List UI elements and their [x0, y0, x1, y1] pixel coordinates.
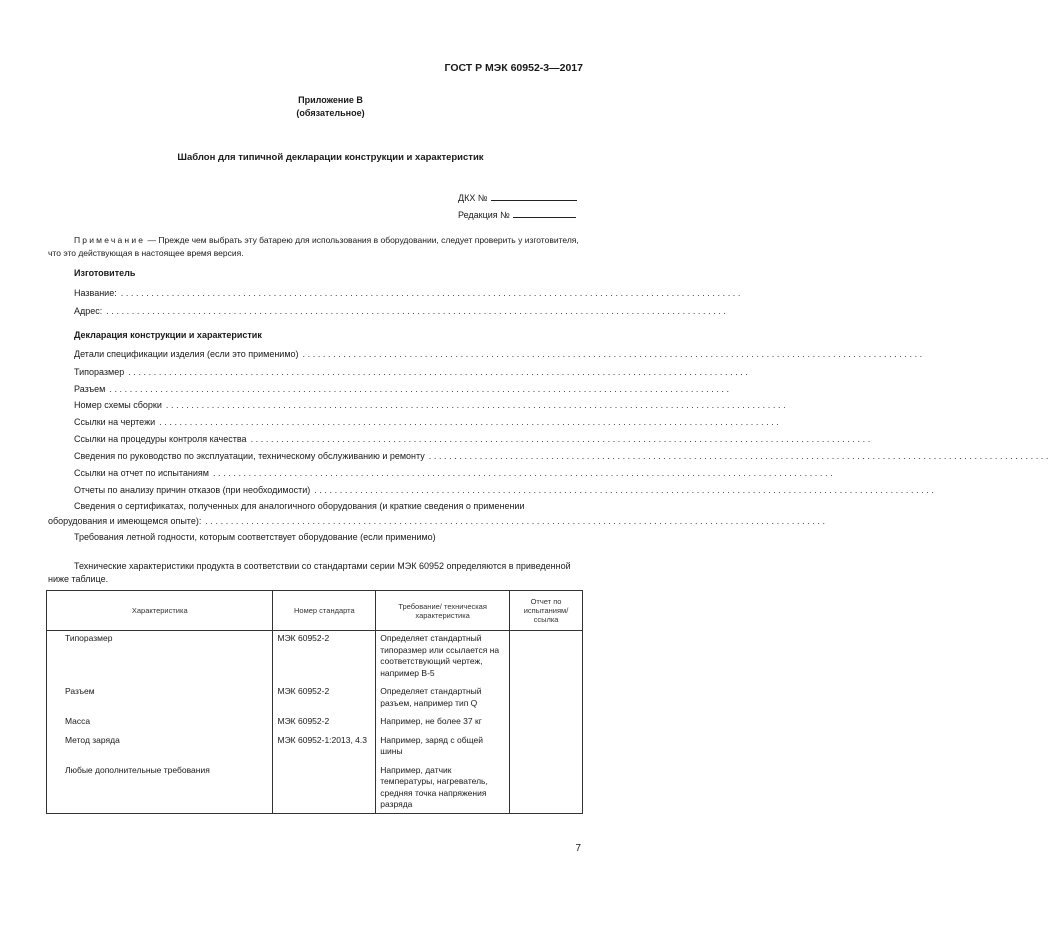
note-prefix: Примечание — [74, 235, 146, 245]
declaration-label: Ссылки на отчет по испытаниям — [74, 468, 209, 478]
page-number: 7 — [575, 843, 581, 854]
cell-report — [510, 681, 582, 685]
dkh-label: ДКХ № — [458, 193, 488, 203]
cell-standard: МЭК 60952-2 — [277, 633, 330, 643]
declaration-row — [74, 484, 937, 496]
edition-label: Редакция № — [458, 210, 510, 220]
declaration-label: Детали спецификации изделия (если это применимо) — [74, 349, 299, 359]
cell-report — [510, 631, 582, 635]
cell-characteristic: Разъем — [65, 686, 95, 696]
declaration-row — [74, 450, 1051, 462]
cell-standard: МЭК 60952-1:2013, 4.3 — [277, 734, 367, 745]
table-row — [47, 711, 583, 730]
column-header: Номер стандарта — [273, 591, 376, 631]
cell-characteristic: Метод заряда — [65, 734, 120, 745]
manufacturer-heading: Изготовитель — [74, 268, 136, 278]
cell-characteristic: Типоразмер — [65, 633, 113, 643]
dotted-leader: .......................................................................................................................... — [250, 434, 873, 444]
declaration-label: Ссылки на процедуры контроля качества — [74, 434, 247, 444]
tech-paragraph: Технические характеристики продукта в соответствии со стандартами серии МЭК 60952 определяются в приведенной ниже таблице. — [48, 561, 571, 584]
note-paragraph — [48, 234, 583, 260]
declaration-heading: Декларация конструкции и характеристик — [74, 330, 262, 340]
column-header: Отчет по испытаниям/ ссылка — [510, 591, 583, 631]
declaration-label: Сведения по руководство по эксплуатации, техническому обслуживанию и ремонту — [74, 451, 425, 461]
column-header: Требование/ техническая характеристика — [376, 591, 510, 631]
page-title: Шаблон для типичной декларации конструкции и характеристик — [177, 152, 484, 163]
declaration-label: Ссылки на чертежи — [74, 417, 156, 427]
declaration-label: Разъем — [74, 384, 106, 394]
table-row — [47, 730, 583, 760]
certificates-label: оборудования и имеющемся опыте): — [48, 516, 202, 526]
characteristics-table — [46, 590, 583, 814]
declaration-row — [74, 348, 925, 360]
dotted-leader: .......................................................................................................................... — [212, 468, 836, 478]
edition-field — [458, 208, 576, 220]
manufacturer-label-address: Адрес: — [74, 306, 103, 316]
declaration-row — [74, 416, 782, 428]
table-row — [47, 681, 583, 711]
cell-requirement: Например, заряд с общей шины — [380, 734, 483, 756]
dotted-leader: .......................................................................................................................... — [314, 485, 937, 495]
dotted-leader: .......................................................................................................................... — [159, 417, 782, 427]
dotted-leader: .......................................................................................................................... — [428, 451, 1051, 461]
cell-report — [510, 730, 582, 734]
cell-standard: МЭК 60952-2 — [277, 716, 330, 726]
cell-characteristic: Масса — [65, 716, 91, 726]
dkh-line — [491, 191, 577, 201]
cell-standard — [273, 760, 375, 767]
manufacturer-row-name — [74, 287, 743, 299]
cell-requirement: Например, датчик температуры, нагреватель, средняя точка напряжения разряда — [380, 764, 488, 809]
declaration-row — [74, 467, 836, 479]
cell-report — [510, 711, 582, 715]
standard-number: ГОСТ Р МЭК 60952-3—2017 — [444, 62, 583, 74]
cell-requirement: Например, не более 37 кг — [380, 716, 482, 726]
declaration-label: Отчеты по анализу причин отказов (при необходимости) — [74, 485, 311, 495]
manufacturer-label-name: Название: — [74, 288, 117, 298]
appendix-title: Приложение В — [298, 95, 363, 105]
cell-characteristic: Любые дополнительные требования — [65, 764, 210, 775]
table-row — [47, 760, 583, 814]
declaration-row — [74, 366, 751, 378]
table-header-row — [47, 591, 583, 631]
cell-requirement: Определяет стандартный типоразмер или ссылается на соответствующий чертеж, например В-5 — [380, 633, 500, 678]
cell-report — [510, 760, 582, 764]
manufacturer-row-address — [74, 305, 729, 317]
cell-standard: МЭК 60952-2 — [277, 686, 330, 696]
column-header: Характеристика — [47, 591, 273, 631]
appendix-heading — [0, 94, 661, 120]
declaration-row — [74, 433, 873, 445]
dotted-leader: .......................................................................................................................... — [120, 288, 743, 298]
cell-requirement: Определяет стандартный разъем, например тип Q — [380, 686, 482, 708]
flight-requirements: Требования летной годности, которым соответствует оборудование (если применимо) — [74, 532, 436, 542]
dotted-leader: .......................................................................................................................... — [106, 306, 729, 316]
appendix-subtitle: (обязательное) — [296, 108, 365, 118]
declaration-label: Номер схемы сборки — [74, 400, 162, 410]
certificates-line-1: Сведения о сертификатах, полученных для аналогичного оборудования (и краткие сведения о применении — [74, 501, 525, 511]
declaration-row — [74, 383, 732, 395]
edition-line — [513, 208, 576, 218]
declaration-label: Типоразмер — [74, 367, 125, 377]
dotted-leader: .......................................................................................................................... — [205, 516, 828, 526]
certificates-line-2 — [48, 515, 828, 527]
note-text: — Прежде чем выбрать эту батарею для использования в оборудовании, следует проверить у изготовителя, что это действующая в настоящее время версия. — [48, 235, 579, 258]
dotted-leader: .......................................................................................................................... — [109, 384, 732, 394]
dotted-leader: .......................................................................................................................... — [165, 400, 789, 410]
declaration-row — [74, 399, 789, 411]
table-row — [47, 631, 583, 682]
dotted-leader: .......................................................................................................................... — [128, 367, 751, 377]
dotted-leader: .......................................................................................................................... — [302, 349, 925, 359]
dkh-field — [458, 191, 577, 203]
